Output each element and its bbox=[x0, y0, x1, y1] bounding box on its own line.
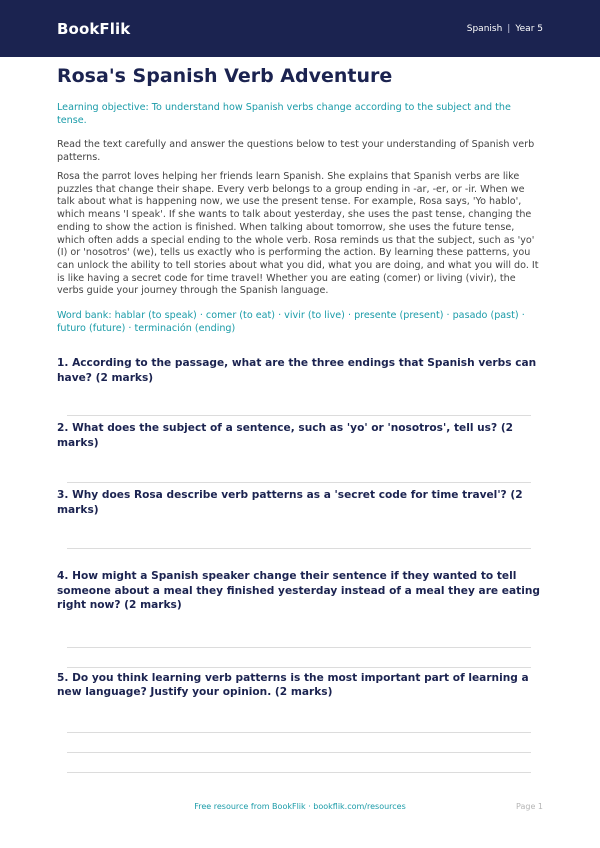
page-header bbox=[0, 0, 600, 57]
reading-passage: Rosa the parrot loves helping her friends learn Spanish. She explains that Spanish verbs are like puzzles that change their shape. Every verb belongs to a group ending in -ar, -er, or -ir. When we talk about what is happening now, we use the present tense. For example, Rosa says, 'Yo hablo', which means 'I speak'. If she wants to talk about yesterday, she uses the past tense, changing the ending to show the action is finished. When talking about tomorrow, she uses the future tense, which often adds a special ending to the whole verb. Rosa reminds us that the subject, such as 'yo' (I) or 'nosotros' (we), tells us exactly who is performing the action. By learning these patterns, you can unlock the ability to tell stories about what you did, what you are doing, and what you will do. It is like having a secret code for time travel! Whether you are eating (comer) or living (vivir), the verbs guide your journey through the Spanish language. bbox=[57, 171, 539, 297]
brand-logo: BookFlik bbox=[57, 19, 131, 38]
crumb-separator: | bbox=[507, 23, 511, 34]
page-footer bbox=[0, 802, 600, 816]
answer-line[interactable] bbox=[67, 732, 531, 733]
answer-line[interactable] bbox=[67, 482, 531, 483]
worksheet-content bbox=[57, 64, 543, 773]
subject-year-label bbox=[467, 24, 543, 34]
question-4: 4. How might a Spanish speaker change their sentence if they wanted to tell someone about a meal they finished yesterday instead of a meal they are eating right now? (2 marks) bbox=[57, 570, 540, 612]
word-bank: Word bank: hablar (to speak) · comer (to eat) · vivir (to live) · presente (present) · pasado (past) · futuro (future) · terminación (ending) bbox=[57, 310, 525, 335]
answer-line[interactable] bbox=[67, 772, 531, 773]
question-1: 1. According to the passage, what are the three endings that Spanish verbs can have? (2 marks) bbox=[57, 357, 537, 384]
page-number: Page 1 bbox=[516, 802, 543, 811]
year-label: Year 5 bbox=[515, 23, 543, 34]
question-2: 2. What does the subject of a sentence, such as 'yo' or 'nosotros', tell us? (2 marks) bbox=[57, 422, 514, 449]
subject-label: Spanish bbox=[466, 23, 503, 34]
instructions: Read the text carefully and answer the questions below to test your understanding of Spanish verb patterns. bbox=[57, 139, 535, 163]
question-5: 5. Do you think learning verb patterns is the most important part of learning a new language? Justify your opinion. (2 marks) bbox=[57, 671, 529, 699]
footer-credit-link[interactable]: Free resource from BookFlik · bookflik.com/resources bbox=[194, 802, 406, 811]
page-title: Rosa's Spanish Verb Adventure bbox=[57, 65, 393, 87]
answer-line[interactable] bbox=[67, 752, 531, 753]
answer-line[interactable] bbox=[67, 415, 531, 416]
answer-line[interactable] bbox=[67, 667, 531, 668]
answer-line[interactable] bbox=[67, 647, 531, 648]
answer-line[interactable] bbox=[67, 548, 531, 549]
learning-objective: Learning objective: To understand how Spanish verbs change according to the subject and the tense. bbox=[57, 102, 511, 126]
question-3: 3. Why does Rosa describe verb patterns as a 'secret code for time travel'? (2 marks) bbox=[57, 489, 523, 516]
